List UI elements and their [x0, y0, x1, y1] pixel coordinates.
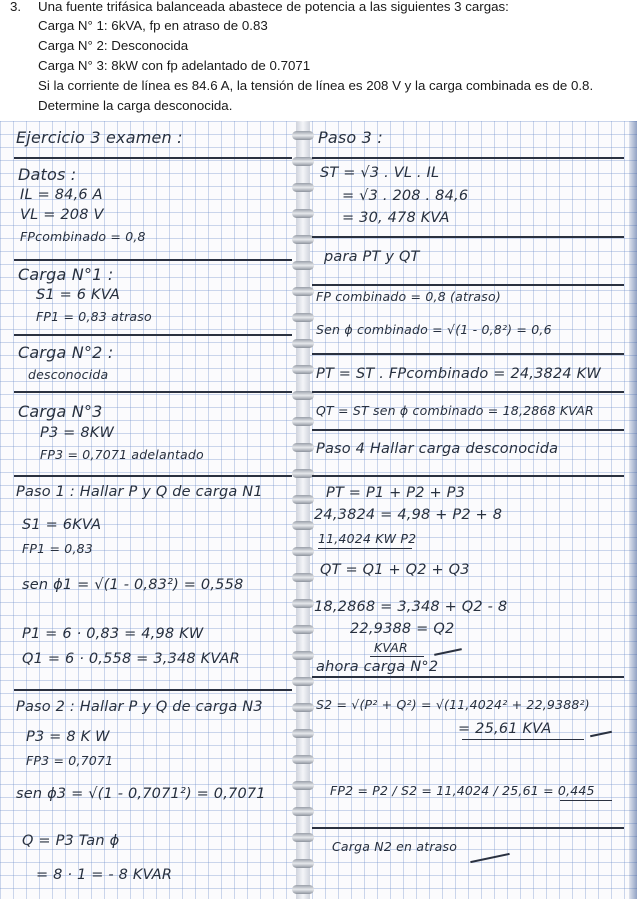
problem-statement	[0, 0, 637, 121]
handwritten-line: FP1 = 0,83 atraso	[36, 309, 152, 324]
handwritten-heading: Carga N°2 :	[18, 343, 114, 362]
handwritten-line: 22,9388 = Q2	[350, 621, 455, 637]
section-divider	[312, 284, 624, 286]
handwritten-line: S2 = √(P² + Q²) = √(11,4024² + 22,9388²)	[316, 697, 590, 712]
section-divider	[14, 334, 292, 336]
spiral-ring	[292, 365, 314, 374]
section-divider	[14, 157, 292, 159]
handwritten-line: 18,2868 = 3,348 + Q2 - 8	[314, 599, 508, 615]
section-divider	[14, 475, 292, 477]
spiral-ring	[292, 495, 314, 504]
section-divider	[312, 475, 624, 477]
handwritten-line: = √3 . 208 . 84,6	[342, 188, 469, 204]
handwritten-line: Carga N2 en atraso	[332, 839, 458, 854]
problem-item-load-3: Carga N° 3: 8kW con fp adelantado de 0.7071	[38, 58, 311, 73]
handwritten-line: = 30, 478 KVA	[342, 210, 450, 226]
handwritten-line: 24,3824 = 4,98 + P2 + 8	[314, 507, 503, 523]
problem-item-load-1: Carga N° 1: 6kVA, fp en atraso de 0.83	[38, 18, 268, 33]
spiral-ring	[292, 235, 314, 244]
spiral-ring	[292, 833, 314, 842]
spiral-ring	[292, 859, 314, 868]
problem-item-conditions: Si la corriente de línea es 84.6 A, la tensión de línea es 208 V y la carga combinada es de 0.8.	[38, 78, 594, 93]
spiral-ring	[292, 157, 314, 166]
handwritten-line: para PT y QT	[324, 249, 420, 265]
section-divider	[312, 827, 624, 829]
handwritten-line: PT = ST . FPcombinado = 24,3824 KW	[316, 366, 601, 382]
handwritten-line: = 8 · 1 = - 8 KVAR	[36, 867, 173, 883]
handwritten-line: Sen ϕ combinado = √(1 - 0,8²) = 0,6	[316, 322, 552, 337]
handwritten-title: Ejercicio 3 examen :	[16, 128, 183, 147]
handwritten-line: S1 = 6 KVA	[36, 287, 120, 303]
check-mark	[470, 853, 510, 863]
handwritten-line: sen ϕ3 = √(1 - 0,7071²) = 0,7071	[16, 786, 266, 802]
notebook-photo	[0, 121, 637, 899]
handwritten-line: P3 = 8 K W	[26, 729, 110, 745]
spiral-ring	[292, 521, 314, 530]
handwritten-line: QT = ST sen ϕ combinado = 18,2868 KVAR	[316, 403, 594, 418]
handwritten-step-heading: Paso 1 : Hallar P y Q de carga N1	[16, 484, 263, 500]
handwritten-heading: Carga N°1 :	[18, 265, 114, 284]
spiral-ring	[292, 573, 314, 582]
spiral-ring	[292, 339, 314, 348]
spiral-ring	[292, 391, 314, 400]
handwritten-underline	[318, 548, 412, 549]
handwritten-line: P3 = 8KW	[40, 425, 115, 441]
handwritten-underline	[370, 656, 424, 657]
handwritten-line: Q1 = 6 · 0,558 = 3,348 KVAR	[22, 651, 240, 667]
section-divider	[14, 689, 292, 691]
handwritten-line: FP3 = 0,7071 adelantado	[40, 447, 204, 462]
handwritten-line: S1 = 6KVA	[22, 517, 102, 533]
handwritten-line: FP3 = 0,7071	[26, 753, 114, 768]
problem-number: 3.	[10, 0, 22, 14]
spiral-ring	[292, 313, 314, 322]
spiral-ring	[292, 677, 314, 686]
section-divider	[312, 429, 624, 431]
handwritten-line: sen ϕ1 = √(1 - 0,83²) = 0,558	[22, 577, 244, 593]
spiral-ring	[292, 625, 314, 634]
spiral-ring	[292, 807, 314, 816]
spiral-ring	[292, 547, 314, 556]
spiral-ring	[292, 755, 314, 764]
handwritten-line: FP2 = P2 / S2 = 11,4024 / 25,61 = 0,445	[330, 783, 595, 798]
handwritten-line: desconocida	[28, 367, 109, 382]
handwritten-line: = 25,61 KVA	[458, 721, 552, 737]
section-divider	[312, 353, 624, 355]
spiral-ring	[292, 885, 314, 894]
spiral-ring	[292, 781, 314, 790]
problem-item-load-2: Carga N° 2: Desconocida	[38, 38, 189, 53]
handwritten-heading: Datos :	[18, 165, 77, 184]
handwritten-line: FPcombinado = 0,8	[20, 229, 146, 244]
spiral-ring	[292, 599, 314, 608]
section-divider	[14, 259, 292, 261]
handwritten-heading: Carga N°3	[18, 402, 103, 421]
handwritten-step-heading: Paso 2 : Hallar P y Q de carga N3	[16, 699, 263, 715]
check-mark	[590, 731, 612, 738]
handwritten-underline	[462, 739, 584, 740]
spiral-ring	[292, 287, 314, 296]
section-divider	[312, 236, 624, 238]
handwritten-line: FP combinado = 0,8 (atraso)	[316, 289, 501, 304]
handwritten-line: ahora carga N°2	[316, 659, 439, 675]
handwritten-line: ST = √3 . VL . IL	[320, 165, 440, 181]
handwritten-line: P1 = 6 · 0,83 = 4,98 KW	[22, 626, 204, 642]
section-divider	[312, 676, 624, 678]
handwritten-line: Q = P3 Tan ϕ	[22, 833, 120, 849]
handwritten-line: IL = 84,6 A	[20, 187, 103, 203]
spiral-ring	[292, 261, 314, 270]
spiral-ring	[292, 651, 314, 660]
spiral-ring	[292, 131, 314, 140]
section-divider	[312, 391, 624, 393]
problem-heading: Una fuente trifásica balanceada abastece de potencia a las siguientes 3 cargas:	[38, 0, 509, 14]
notebook-edge-shadow	[629, 121, 637, 899]
spiral-ring	[292, 469, 314, 478]
spiral-ring	[292, 183, 314, 192]
handwritten-step-heading: Paso 4 Hallar carga desconocida	[316, 441, 559, 457]
spiral-ring	[292, 417, 314, 426]
handwritten-line: PT = P1 + P2 + P3	[326, 485, 466, 501]
spiral-ring	[292, 703, 314, 712]
handwritten-line: 11,4024 KW P2	[318, 531, 417, 546]
handwritten-step-heading: Paso 3 :	[318, 128, 383, 147]
section-divider	[312, 157, 624, 159]
handwritten-line: FP1 = 0,83	[22, 541, 93, 556]
check-mark	[434, 648, 462, 656]
handwritten-line: KVAR	[374, 640, 408, 655]
handwritten-underline	[560, 800, 612, 801]
spiral-ring	[292, 209, 314, 218]
section-divider	[14, 391, 292, 393]
handwritten-line: QT = Q1 + Q2 + Q3	[320, 562, 470, 578]
problem-item-question: Determine la carga desconocida.	[38, 98, 233, 113]
spiral-ring	[292, 443, 314, 452]
spiral-ring	[292, 729, 314, 738]
handwritten-line: VL = 208 V	[20, 207, 104, 223]
